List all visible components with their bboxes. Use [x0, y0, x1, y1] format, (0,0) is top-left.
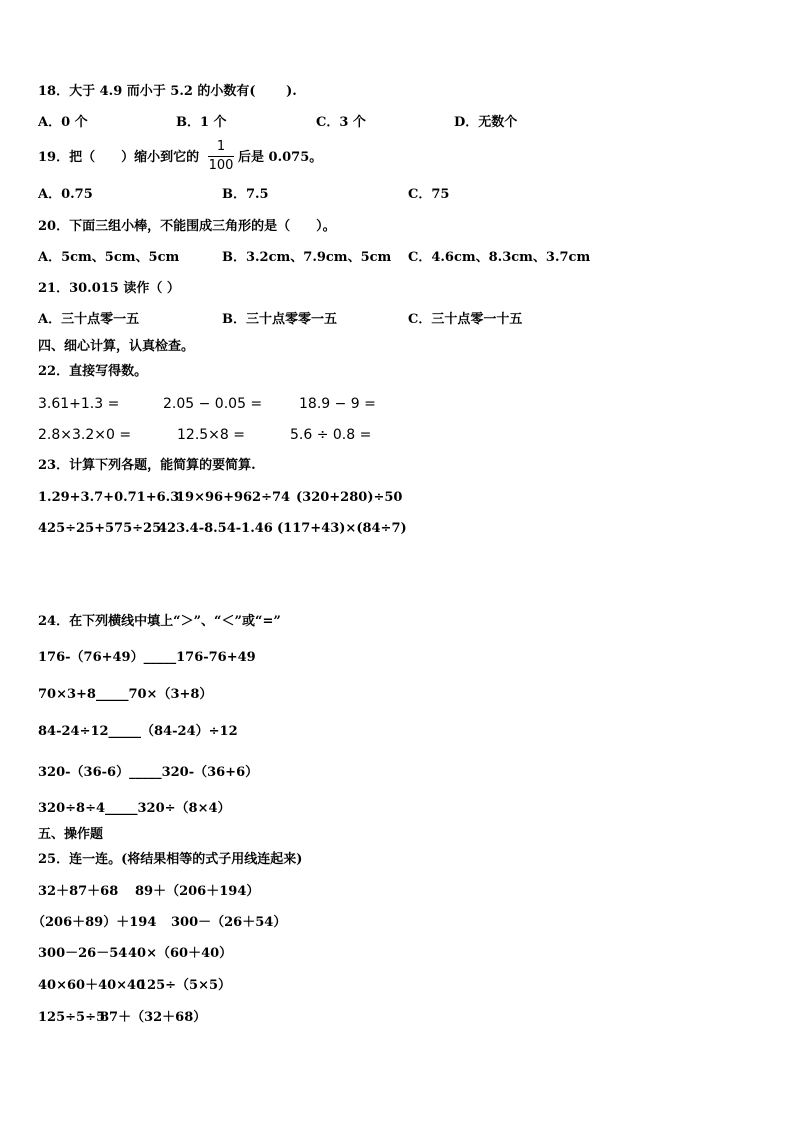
q23-stem: 23．计算下列各题，能简算的要简算.	[38, 458, 256, 473]
q25-right-expression: 125÷（5×5）	[138, 978, 232, 993]
q22-expression: 2.05 − 0.05 =	[163, 396, 263, 412]
q19-option-b: B．7.5	[222, 187, 269, 202]
q25-right-expression: 89＋（206＋194）	[135, 884, 260, 899]
section-5-heading: 五、操作题	[38, 827, 104, 842]
fraction-bar	[208, 156, 234, 157]
q24-item: 176-（76+49）_____176-76+49	[38, 650, 256, 665]
q25-stem: 25．连一连。(将结果相等的式子用线连起来)	[38, 852, 303, 867]
q25-right-expression: 40×（60＋40）	[128, 946, 233, 961]
q24-item: 320÷8÷4_____320÷（8×4）	[38, 801, 231, 816]
q23-expression: 1.29+3.7+0.71+6.3	[38, 490, 180, 505]
q25-left-expression: 125÷5÷5	[38, 1010, 106, 1025]
q19-stem-before: 19．把（ ）缩小到它的	[38, 150, 200, 165]
q24-item: 320-（36-6）_____320-（36+6）	[38, 765, 259, 780]
q18-option-d: D．无数个	[454, 115, 518, 130]
q19-fraction	[208, 139, 234, 174]
q24-item: 84-24÷12_____（84-24）÷12	[38, 724, 238, 739]
q20-option-a: A．5cm、5cm、5cm	[38, 250, 180, 265]
q18-option-b: B．1 个	[176, 115, 227, 130]
q24-item: 70×3+8_____70×（3+8）	[38, 687, 213, 702]
q23-expression: 423.4-8.54-1.46	[158, 521, 273, 536]
q24-stem: 24．在下列横线中填上“＞”、“＜”或“=”	[38, 614, 281, 629]
q25-left-expression: 40×60＋40×40	[38, 978, 146, 993]
q19-option-a: A．0.75	[38, 187, 93, 202]
q25-right-expression: 300－（26＋54）	[171, 915, 287, 930]
q20-option-b: B．3.2cm、7.9cm、5cm	[222, 250, 392, 265]
q21-stem: 21．30.015 读作（ ）	[38, 281, 180, 296]
q25-left-expression: （206＋89）＋194	[32, 915, 157, 930]
q19-stem-after: 后是 0.075。	[238, 150, 323, 165]
q25-right-expression: 87＋（32＋68）	[100, 1010, 207, 1025]
q23-expression: 19×96+962÷74	[176, 490, 291, 505]
q18-option-c: C．3 个	[316, 115, 366, 130]
fraction-denominator: 100	[208, 158, 234, 173]
q22-expression: 3.61+1.3 =	[38, 396, 120, 412]
q19-option-c: C．75	[408, 187, 450, 202]
q25-left-expression: 300－26－54	[38, 946, 128, 961]
q21-option-b: B．三十点零零一五	[222, 312, 337, 327]
fraction-numerator: 1	[216, 139, 226, 154]
q23-expression: (320+280)÷50	[296, 490, 403, 505]
q23-expression: 425÷25+575÷25	[38, 521, 162, 536]
q22-stem: 22．直接写得数。	[38, 364, 148, 379]
q18-stem: 18．大于 4.9 而小于 5.2 的小数有( ).	[38, 84, 297, 99]
q21-option-c: C．三十点零一十五	[408, 312, 523, 327]
section-4-heading: 四、细心计算，认真检查。	[38, 339, 195, 354]
q20-stem: 20．下面三组小棒，不能围成三角形的是（ ）。	[38, 219, 336, 234]
q18-option-a: A．0 个	[38, 115, 88, 130]
q20-option-c: C．4.6cm、8.3cm、3.7cm	[408, 250, 591, 265]
q22-expression: 2.8×3.2×0 =	[38, 427, 132, 443]
q22-expression: 18.9 − 9 =	[299, 396, 376, 412]
q21-option-a: A．三十点零一五	[38, 312, 140, 327]
q25-left-expression: 32＋87＋68	[38, 884, 119, 899]
q23-expression: (117+43)×(84÷7)	[277, 521, 407, 536]
q22-expression: 5.6 ÷ 0.8 =	[290, 427, 372, 443]
q22-expression: 12.5×8 =	[177, 427, 245, 443]
